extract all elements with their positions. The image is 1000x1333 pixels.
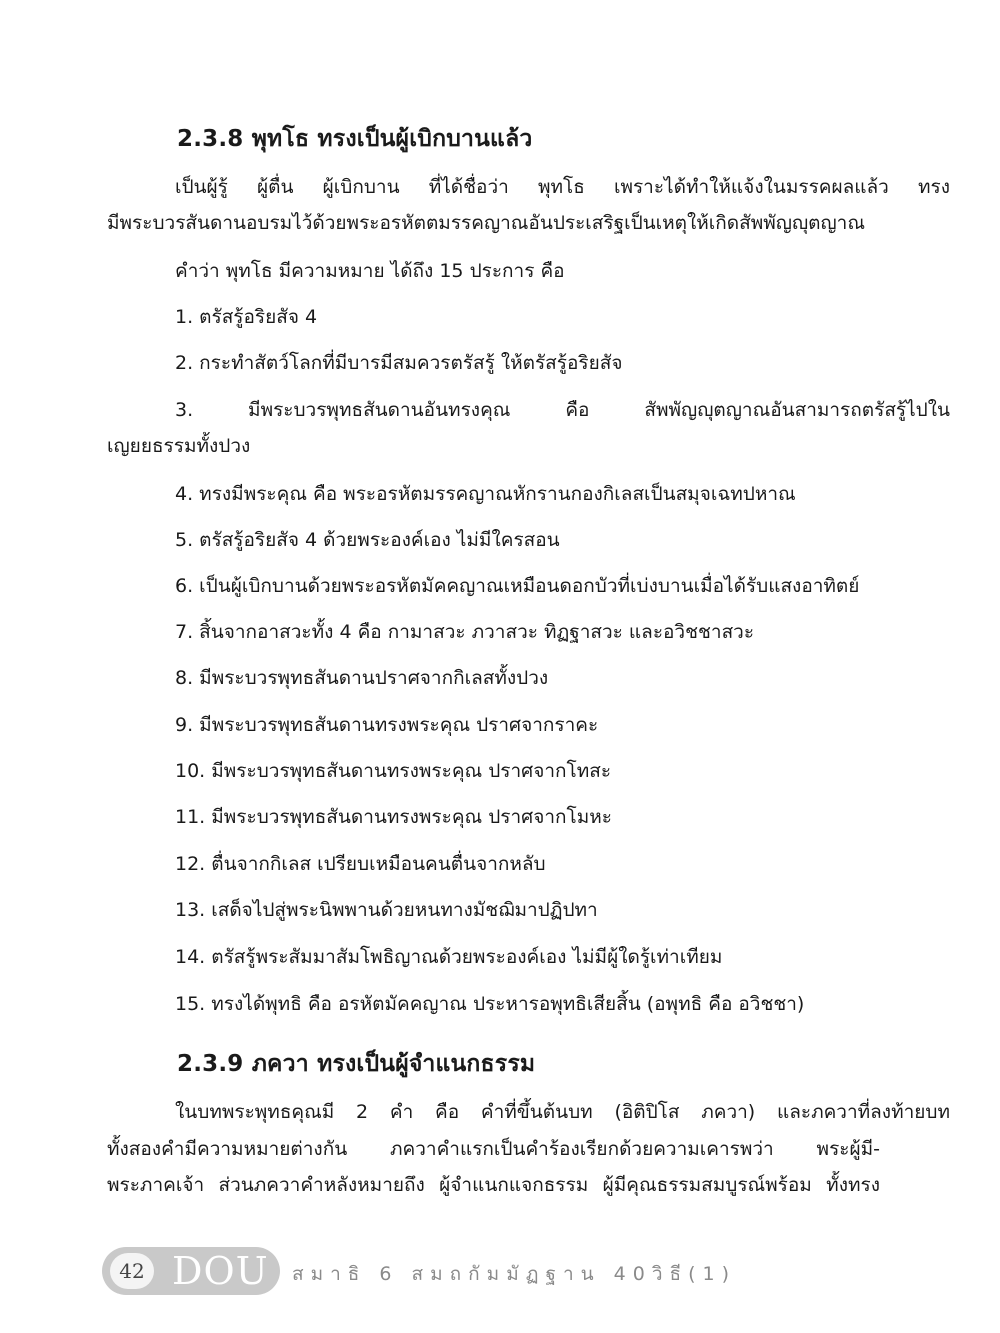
list-item: 8. มีพระบวรพุทธสันดานปราศจากกิเลสทั้งปวง: [175, 667, 549, 689]
paragraph-line: ทั้งสองคำมีความหมายต่างกัน ภควาคำแรกเป็นคำร้องเรียกด้วยความเคารพว่า พระผู้มี-: [107, 1138, 880, 1160]
list-item: 6. เป็นผู้เบิกบานด้วยพระอรหัตมัคคญาณเหมือนดอกบัวที่เบ่งบานเมื่อได้รับแสงอาทิตย์: [175, 575, 860, 597]
page-number: 42: [110, 1253, 154, 1289]
list-item: 5. ตรัสรู้อริยสัจ 4 ด้วยพระองค์เอง ไม่มีใครสอน: [175, 529, 560, 551]
list-item: 13. เสด็จไปสู่พระนิพพานด้วยหนทางมัชฌิมาปฏิปทา: [175, 899, 598, 921]
book-title: สมาธิ 6 สมถกัมมัฏฐาน 40วิธี(1): [292, 1263, 737, 1285]
list-item-continuation: เญยยธรรมทั้งปวง: [107, 435, 251, 457]
paragraph-line: มีพระบวรสันดานอบรมไว้ด้วยพระอรหัตตมรรคญาณอันประเสริฐเป็นเหตุให้เกิดสัพพัญญุตญาณ: [107, 212, 865, 234]
section-heading: 2.3.8 พุทโธ ทรงเป็นผู้เบิกบานแล้ว: [177, 126, 533, 152]
paragraph-line: พระภาคเจ้า ส่วนภควาคำหลังหมายถึง ผู้จำแนกแจกธรรม ผู้มีคุณธรรมสมบูรณ์พร้อม ทั้งทรง: [107, 1174, 880, 1196]
list-item: 12. ตื่นจากกิเลส เปรียบเหมือนคนตื่นจากหลับ: [175, 853, 546, 875]
list-item: 9. มีพระบวรพุทธสันดานทรงพระคุณ ปราศจากราคะ: [175, 714, 599, 736]
section-heading: 2.3.9 ภควา ทรงเป็นผู้จำแนกธรรม: [177, 1051, 536, 1077]
list-item: 15. ทรงได้พุทธิ คือ อรหัตมัคคญาณ ประหารอพุทธิเสียสิ้น (อพุทธิ คือ อวิชชา): [175, 993, 805, 1015]
list-item: 1. ตรัสรู้อริยสัจ 4: [175, 306, 318, 328]
intro-line: คำว่า พุทโธ มีความหมาย ได้ถึง 15 ประการ คือ: [175, 260, 565, 282]
list-item: 10. มีพระบวรพุทธสันดานทรงพระคุณ ปราศจากโทสะ: [175, 760, 612, 782]
dou-logo: DOU: [172, 1249, 269, 1293]
list-item: 2. กระทำสัตว์โลกที่มีบารมีสมควรตรัสรู้ ให้ตรัสรู้อริยสัจ: [175, 352, 623, 374]
list-item: 4. ทรงมีพระคุณ คือ พระอรหัตมรรคญาณหักรานกองกิเลสเป็นสมุจเฉทปหาณ: [175, 483, 796, 505]
paragraph-line: ในบทพระพุทธคุณมี 2 คำ คือ คำที่ขึ้นต้นบท (อิติปิโส ภควา) และภควาที่ลงท้ายบท: [175, 1101, 950, 1123]
paragraph-line: เป็นผู้รู้ ผู้ตื่น ผู้เบิกบาน ที่ได้ชื่อว่า พุทโธ เพราะได้ทำให้แจ้งในมรรคผลแล้ว ทรง: [175, 176, 950, 198]
list-item: 3. มีพระบวรพุทธสันดานอันทรงคุณ คือ สัพพัญญุตญาณอันสามารถตรัสรู้ไปใน: [175, 399, 950, 421]
list-item: 11. มีพระบวรพุทธสันดานทรงพระคุณ ปราศจากโมหะ: [175, 806, 612, 828]
list-item: 7. สิ้นจากอาสวะทั้ง 4 คือ กามาสวะ ภวาสวะ ทิฏฐาสวะ และอวิชชาสวะ: [175, 621, 755, 643]
list-item: 14. ตรัสรู้พระสัมมาสัมโพธิญาณด้วยพระองค์เอง ไม่มีผู้ใดรู้เท่าเทียม: [175, 946, 723, 968]
